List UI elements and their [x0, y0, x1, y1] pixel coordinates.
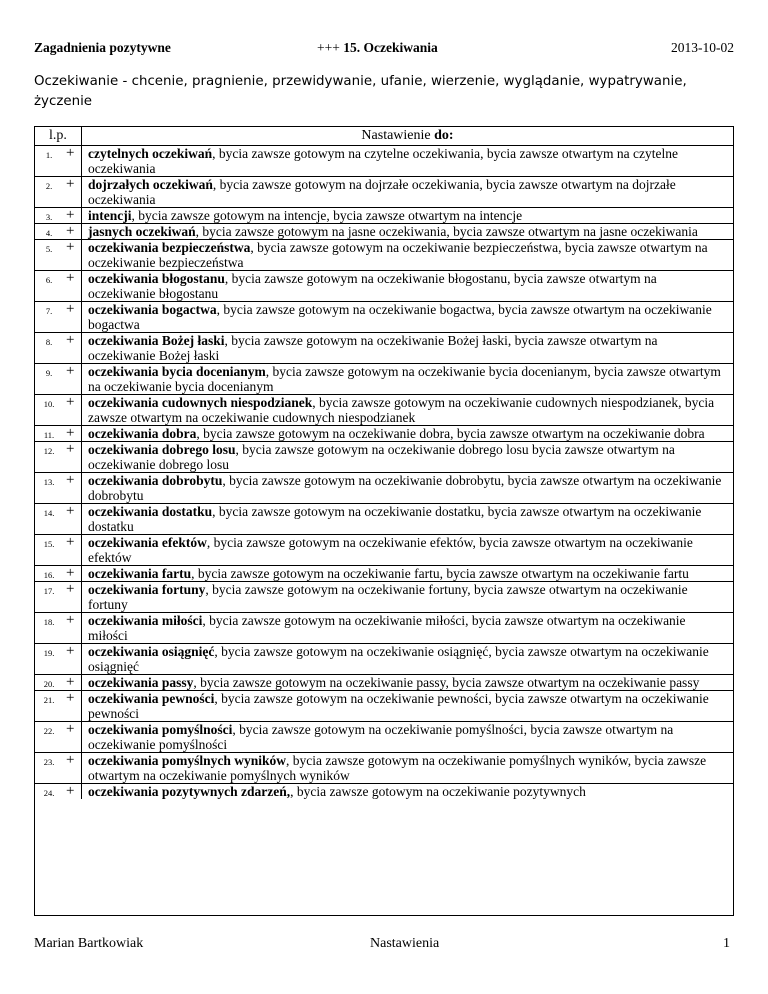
page-footer: [34, 936, 734, 956]
row-text: [82, 302, 733, 332]
row-number-cell: [35, 302, 82, 332]
row-number-cell: [35, 691, 82, 721]
row-number: 18.: [43, 617, 55, 627]
table-row: [35, 426, 733, 442]
plus-sign: +: [66, 565, 75, 581]
row-keyword: oczekiwania błogostanu: [88, 271, 225, 286]
row-text: [82, 722, 733, 752]
row-text: [82, 395, 733, 425]
plus-sign: +: [66, 612, 75, 628]
row-number-cell: [35, 675, 82, 690]
document-date: 2013-10-02: [671, 40, 734, 55]
row-number-cell: [35, 395, 82, 425]
row-number-cell: [35, 224, 82, 239]
plus-sign: +: [66, 270, 75, 286]
row-keyword: dojrzałych oczekiwań: [88, 177, 213, 192]
row-description: , bycia zawsze gotowym na intencje, bycia zawsze otwartym na intencje: [131, 208, 523, 223]
row-text: [82, 691, 733, 721]
row-number: 24.: [43, 788, 55, 798]
plus-sign: +: [66, 425, 75, 441]
row-number: 6.: [45, 275, 53, 285]
table-row: [35, 504, 733, 535]
row-number: 14.: [43, 508, 55, 518]
row-description: , bycia zawsze gotowym na oczekiwanie efektów, bycia zawsze otwartym na oczekiwanie efektów: [88, 535, 693, 565]
table-row: [35, 566, 733, 582]
row-keyword: intencji: [88, 208, 132, 223]
row-keyword: oczekiwania bycia docenianym: [88, 364, 266, 379]
row-number: 2.: [45, 181, 53, 191]
plus-sign: +: [66, 690, 75, 706]
row-text: [82, 753, 733, 783]
row-number: 8.: [45, 337, 53, 347]
row-description: , bycia zawsze gotowym na czytelne oczekiwania, bycia zawsze otwartym na czytelne oczekiwania: [88, 146, 679, 176]
table-row: [35, 691, 733, 722]
row-keyword: oczekiwania dobra: [88, 426, 197, 441]
row-description: , bycia zawsze gotowym na oczekiwanie pozytywnych: [290, 784, 586, 799]
table-row: [35, 722, 733, 753]
intro-definition: Oczekiwanie - chcenie, pragnienie, przewidywanie, ufanie, wierzenie, wyglądanie, wypatrywanie, życzenie: [34, 74, 687, 109]
row-number-cell: [35, 442, 82, 472]
plus-sign: +: [66, 503, 75, 519]
plus-sign: +: [66, 394, 75, 410]
row-number: 9.: [45, 368, 53, 378]
row-description: , bycia zawsze gotowym na oczekiwanie dobrobytu, bycia zawsze otwartym na oczekiwanie dobrobytu: [88, 473, 722, 503]
row-text: [82, 566, 733, 581]
row-number: 7.: [45, 306, 53, 316]
row-text: [82, 177, 733, 207]
table-row: [35, 644, 733, 675]
row-number-cell: [35, 753, 82, 783]
row-description: , bycia zawsze gotowym na oczekiwanie fortuny, bycia zawsze otwartym na oczekiwanie fortuny: [88, 582, 688, 612]
row-keyword: oczekiwania dostatku: [88, 504, 213, 519]
row-number: 19.: [43, 648, 55, 658]
row-text: [82, 644, 733, 674]
row-number-cell: [35, 426, 82, 441]
row-text: [82, 535, 733, 565]
row-keyword: oczekiwania passy: [88, 675, 194, 690]
row-number-cell: [35, 566, 82, 581]
row-text: [82, 613, 733, 643]
row-description: , bycia zawsze gotowym na oczekiwanie błogostanu, bycia zawsze otwartym na oczekiwanie błogostanu: [88, 271, 657, 301]
plus-sign: +: [66, 363, 75, 379]
row-number-cell: [35, 364, 82, 394]
row-number-cell: [35, 333, 82, 363]
row-description: , bycia zawsze gotowym na oczekiwanie osiągnięć, bycia zawsze otwartym na oczekiwanie osiągnięć: [88, 644, 709, 674]
row-keyword: czytelnych oczekiwań: [88, 146, 213, 161]
attitudes-table: [34, 126, 734, 916]
row-keyword: oczekiwania fortuny: [88, 582, 206, 597]
row-number: 12.: [43, 446, 55, 456]
table-row: [35, 473, 733, 504]
row-number-cell: [35, 271, 82, 301]
plus-sign: +: [66, 223, 75, 239]
plus-sign: +: [66, 581, 75, 597]
table-row: [35, 613, 733, 644]
plus-sign: +: [66, 176, 75, 192]
row-number-cell: [35, 146, 82, 176]
row-description: , bycia zawsze gotowym na oczekiwanie pomyślnych wyników, bycia zawsze otwartym na oczekiwanie pomyślnych wyników: [88, 753, 707, 783]
row-number-cell: [35, 473, 82, 503]
row-number-cell: [35, 613, 82, 643]
plus-sign: +: [66, 721, 75, 737]
table-row: [35, 753, 733, 784]
row-text: [82, 364, 733, 394]
plus-sign: +: [66, 441, 75, 457]
row-number-cell: [35, 208, 82, 223]
footer-section: Nastawienia: [370, 936, 440, 951]
row-number: 4.: [45, 228, 53, 238]
row-text: [82, 208, 733, 223]
plus-sign: +: [66, 145, 75, 161]
row-text: [82, 784, 733, 799]
row-number-cell: [35, 177, 82, 207]
row-text: [82, 582, 733, 612]
table-body: [35, 146, 733, 799]
table-row: [35, 224, 733, 240]
row-number-cell: [35, 240, 82, 270]
column-header-attitude: [82, 127, 733, 145]
row-number-cell: [35, 784, 82, 799]
row-description: , bycia zawsze gotowym na oczekiwanie bycia docenianym, bycia zawsze otwartym na oczekiwanie bycia docenianym: [88, 364, 721, 394]
row-number: 11.: [43, 430, 55, 440]
row-keyword: oczekiwania pomyślności: [88, 722, 233, 737]
row-description: , bycia zawsze gotowym na jasne oczekiwania, bycia zawsze otwartym na jasne oczekiwania: [195, 224, 698, 239]
row-description: , bycia zawsze gotowym na oczekiwanie dobra, bycia zawsze otwartym na oczekiwanie dobra: [196, 426, 705, 441]
row-number-cell: [35, 644, 82, 674]
table-row: [35, 302, 733, 333]
row-description: , bycia zawsze gotowym na oczekiwanie pomyślności, bycia zawsze otwartym na oczekiwanie pomyślności: [88, 722, 674, 752]
table-header: [35, 127, 733, 146]
row-number: 16.: [43, 570, 55, 580]
row-description: , bycia zawsze gotowym na oczekiwanie Bożej łaski, bycia zawsze otwartym na oczekiwanie Bożej łaski: [88, 333, 658, 363]
row-description: , bycia zawsze gotowym na oczekiwanie cudownych niespodzianek, bycia zawsze otwartym na oczekiwanie cudownych niespodzianek: [88, 395, 715, 425]
row-number: 5.: [45, 244, 53, 254]
table-row: [35, 146, 733, 177]
row-description: , bycia zawsze gotowym na oczekiwanie passy, bycia zawsze otwartym na oczekiwanie passy: [193, 675, 700, 690]
plus-sign: +: [66, 783, 75, 799]
row-description: , bycia zawsze gotowym na oczekiwanie fartu, bycia zawsze otwartym na oczekiwanie fartu: [191, 566, 689, 581]
plus-sign: +: [66, 207, 75, 223]
row-text: [82, 240, 733, 270]
plus-sign: +: [66, 752, 75, 768]
row-text: [82, 473, 733, 503]
row-keyword: oczekiwania pewności: [88, 691, 215, 706]
table-row: [35, 208, 733, 224]
table-row: [35, 271, 733, 302]
row-keyword: oczekiwania miłości: [88, 613, 203, 628]
row-description: , bycia zawsze gotowym na oczekiwanie bezpieczeństwa, bycia zawsze otwartym na oczekiwanie bezpieczeństwa: [88, 240, 708, 270]
row-keyword: oczekiwania efektów: [88, 535, 207, 550]
row-keyword: oczekiwania cudownych niespodzianek: [88, 395, 313, 410]
table-row: [35, 535, 733, 566]
table-row: [35, 675, 733, 691]
table-row: [35, 364, 733, 395]
row-keyword: oczekiwania pomyślnych wyników: [88, 753, 287, 768]
row-keyword: oczekiwania dobrobytu: [88, 473, 223, 488]
row-keyword: oczekiwania osiągnięć: [88, 644, 215, 659]
document-category: Zagadnienia pozytywne: [34, 40, 171, 55]
plus-sign: +: [66, 643, 75, 659]
row-keyword: oczekiwania bezpieczeństwa: [88, 240, 251, 255]
row-text: [82, 675, 733, 690]
row-text: [82, 504, 733, 534]
row-number: 17.: [43, 586, 55, 596]
row-number: 22.: [43, 726, 55, 736]
table-row: [35, 395, 733, 426]
row-text: [82, 271, 733, 301]
row-number: 20.: [43, 679, 55, 689]
row-number-cell: [35, 722, 82, 752]
plus-sign: +: [66, 332, 75, 348]
row-description: , bycia zawsze gotowym na oczekiwanie bogactwa, bycia zawsze otwartym na oczekiwanie bogactwa: [88, 302, 712, 332]
row-keyword: oczekiwania Bożej łaski: [88, 333, 225, 348]
row-number: 23.: [43, 757, 55, 767]
plus-sign: +: [66, 239, 75, 255]
row-number-cell: [35, 582, 82, 612]
row-number-cell: [35, 504, 82, 534]
row-text: [82, 442, 733, 472]
table-row: [35, 442, 733, 473]
column-header-lp: l.p.: [35, 127, 82, 145]
table-row: [35, 333, 733, 364]
row-number: 15.: [43, 539, 55, 549]
table-row: [35, 582, 733, 613]
row-number: 3.: [45, 212, 53, 222]
plus-sign: +: [66, 674, 75, 690]
table-row: [35, 784, 733, 799]
plus-sign: +: [66, 534, 75, 550]
row-number: 13.: [43, 477, 55, 487]
title-prefix: +++: [317, 40, 344, 55]
row-description: , bycia zawsze gotowym na oczekiwanie miłości, bycia zawsze otwartym na oczekiwanie miłości: [88, 613, 686, 643]
row-description: , bycia zawsze gotowym na oczekiwanie dobrego losu bycia zawsze otwartym na oczekiwanie dobrego losu: [88, 442, 675, 472]
table-row: [35, 240, 733, 271]
row-number: 1.: [45, 150, 53, 160]
row-keyword: jasnych oczekiwań: [88, 224, 196, 239]
row-description: , bycia zawsze gotowym na oczekiwanie pewności, bycia zawsze otwartym na oczekiwanie pewności: [88, 691, 709, 721]
document-title: [317, 40, 438, 56]
title-text: 15. Oczekiwania: [343, 40, 438, 55]
footer-author: Marian Bartkowiak: [34, 936, 144, 951]
column-header-prefix: Nastawienie: [361, 128, 435, 143]
column-header-bold: do:: [434, 128, 454, 143]
plus-sign: +: [66, 301, 75, 317]
row-text: [82, 224, 733, 239]
row-description: , bycia zawsze gotowym na dojrzałe oczekiwania, bycia zawsze otwartym na dojrzałe oczekiwania: [88, 177, 676, 207]
row-keyword: oczekiwania bogactwa: [88, 302, 217, 317]
row-description: , bycia zawsze gotowym na oczekiwanie dostatku, bycia zawsze otwartym na oczekiwanie dostatku: [88, 504, 702, 534]
page-header: [34, 40, 734, 60]
row-text: [82, 146, 733, 176]
row-number: 10.: [43, 399, 55, 409]
row-keyword: oczekiwania fartu: [88, 566, 192, 581]
row-text: [82, 333, 733, 363]
plus-sign: +: [66, 472, 75, 488]
row-number-cell: [35, 535, 82, 565]
row-text: [82, 426, 733, 441]
row-keyword: oczekiwania dobrego losu: [88, 442, 236, 457]
row-keyword: oczekiwania pozytywnych zdarzeń,: [88, 784, 291, 799]
table-row: [35, 177, 733, 208]
page-number: 1: [723, 936, 730, 951]
row-number: 21.: [43, 695, 55, 705]
